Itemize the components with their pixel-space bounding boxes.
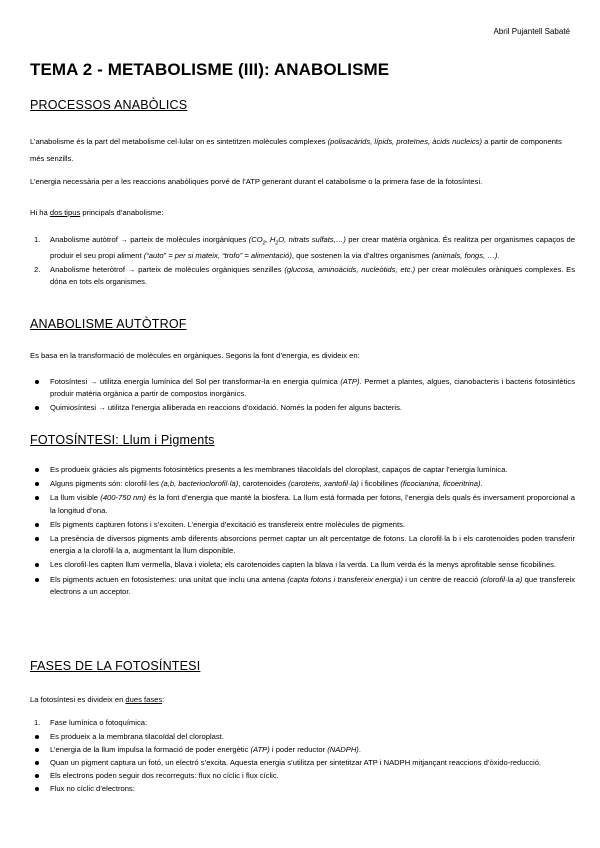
bullet: [35, 468, 39, 472]
heading-llum-pigments: FOTOSÍNTESI: Llum i Pigments: [30, 433, 215, 447]
bullet: [35, 537, 39, 541]
bullet: [35, 774, 39, 778]
bullet: [35, 406, 39, 410]
bullet: [35, 482, 39, 486]
list-number: 1.: [34, 235, 41, 244]
author-name: Abril Pujantell Sabaté: [493, 27, 570, 36]
autotrof-types-list: [30, 376, 575, 417]
paragraph-font-energia: Es basa en la transformació de molècules en orgàniques. Segons la font d’energia, es divideix en:: [30, 351, 360, 360]
list-item-excitacio: Els pigments capturen fotons i s’exciten. L’energia d’excitació es transfereix entre molècules de pigments.: [30, 519, 575, 531]
heading-fases-fotosintesi: FASES DE LA FOTOSÍNTESI: [30, 659, 201, 673]
heading-anabolisme-autotrof: ANABOLISME AUTÒTROF: [30, 317, 187, 331]
list-item-fotosintesi: Fotosíntesi → utilitza energia lumínica del Sol per transformar-la en energia química (ATP). Permet a plantes, algues, cianobacteris i bacteris fotosintètics produir matèria orgànica a partir de compostos inorgànics.: [30, 376, 575, 400]
heading-processos-anabolics: PROCESSOS ANABÒLICS: [30, 98, 188, 112]
list-item-tipus-pigments: Alguns pigments són: clorofil·les (a,b, bacterioclorofil·la), carotenoides (carotens, xantofil·la) i ficobilines (ficocianina, ficoeritrina).: [30, 478, 575, 490]
bullet: [35, 578, 39, 582]
list-item-pigments-membranes: Es produeix gràcies als pigments fotosintètics presents a les membranes tilacoïdals del cloroplast, capaços de captar l’energia lumínica.: [30, 464, 575, 476]
phases-list: [30, 717, 575, 730]
paragraph-energia: L’energia necessària per a les reaccions anabòliques porvé de l’ATP generant durant el catabolisme o la primera fase de la fotosíntesi.: [30, 177, 483, 186]
bullet: [35, 523, 39, 527]
list-item-diversos-pigments: La presència de diversos pigments amb diferents absorcions permet captar un alt percentatge de fotons. La clorofil·la b i els carotenoides poden transferir energia a la clorofil·la a, augmentant la llum disponible.: [30, 533, 575, 557]
list-item-autotrof: 1. Anabolisme autòtrof → parteix de molècules inorgàniques ($CO_2$, $H_2O$, nitrats sulfats,…) per crear matèria orgànica. És realitza per organismes capaços de produir el seu propi aliment (“auto” = per si mateix, “trofo” = alimentació), que sostenen la via d’altres organismes (animals, fongs, …).: [34, 235, 575, 260]
paragraph-dues-fases: La fotosíntesi es divideix en dues fases:: [30, 695, 165, 704]
bullet: [35, 787, 39, 791]
list-item-fase-luminica: 1. Fase lumínica o fotoquímica:: [34, 718, 148, 727]
bullet: [35, 496, 39, 500]
list-item-heterotrof: 2. Anabolisme heteròtrof → parteix de molècules orgàniques senzilles (glucosa, aminoàcids, nucleòtids, etc.) per crear molècules oràniques complexes. Es dóna en tots els organismes.: [34, 264, 576, 287]
fase-luminica-list: [30, 731, 575, 796]
list-item-membrana: Es produeix a la membrana tilacoïdal del cloroplast.: [30, 731, 575, 743]
list-item-flux-no-ciclic: Flux no cíclic d’electrons:: [30, 783, 575, 795]
bullet: [35, 735, 39, 739]
paragraph-tipus: Hi ha dos tipus principals d’anabolisme:: [30, 208, 164, 217]
page-title: TEMA 2 - METABOLISME (III): ANABOLISME: [30, 60, 390, 79]
bullet: [35, 380, 39, 384]
anabolism-types-list: [30, 234, 575, 290]
list-item-foto-electro: Quan un pigment captura un fotó, un electró s’excita. Aquesta energia s’utilitza per sintetitzar ATP i NADPH mitjançant reaccions d’òxido-reducció.: [30, 757, 575, 769]
list-item-llum-visible: La llum visible (400-750 nm) és la font d’energia que manté la biosfera. La llum està formada per fotons, l’energia dels quals és inversament proporcional a la longitud d’ona.: [30, 492, 575, 516]
list-number: 2.: [34, 264, 41, 274]
list-item-fotosistemes: Els pigments actuen en fotosistemes: una unitat que inclu una antena (capta fotons i transfereix energia) i un centre de reacció (clorofil·la a) que transfereix electrons a un acceptor.: [30, 574, 575, 598]
list-item-energia-llum: L’energia de la llum impulsa la formació de poder energètic (ATP) i poder reductor (NADPH).: [30, 744, 575, 756]
bullet: [35, 563, 39, 567]
bullet: [35, 748, 39, 752]
list-item-colors-llum: Les clorofil·les capten llum vermella, blava i violeta; els carotenoides capten la blava i la verda. La llum verda és la menys aprofitable sense ficobilines.: [30, 559, 575, 571]
list-item-recorreguts: Els electrons poden seguir dos recorreguts: flux no cíclic i flux cíclic.: [30, 770, 575, 782]
pigments-list: [30, 464, 575, 600]
bullet: [35, 761, 39, 765]
list-item-quimiosintesi: Quimiosíntesi → utilitza l’energia alliberada en reaccions d’oxidació. Només la poden fer alguns bacteris.: [30, 402, 575, 414]
list-number: 1.: [34, 718, 41, 727]
paragraph-anabolisme-def: L’anabolisme és la part del metabolisme cel·lular on es sintetitzen molècules complexes (polisacàrids, lípids, proteïnes, àcids nucleics) a partir de components més senzills.: [30, 137, 562, 163]
